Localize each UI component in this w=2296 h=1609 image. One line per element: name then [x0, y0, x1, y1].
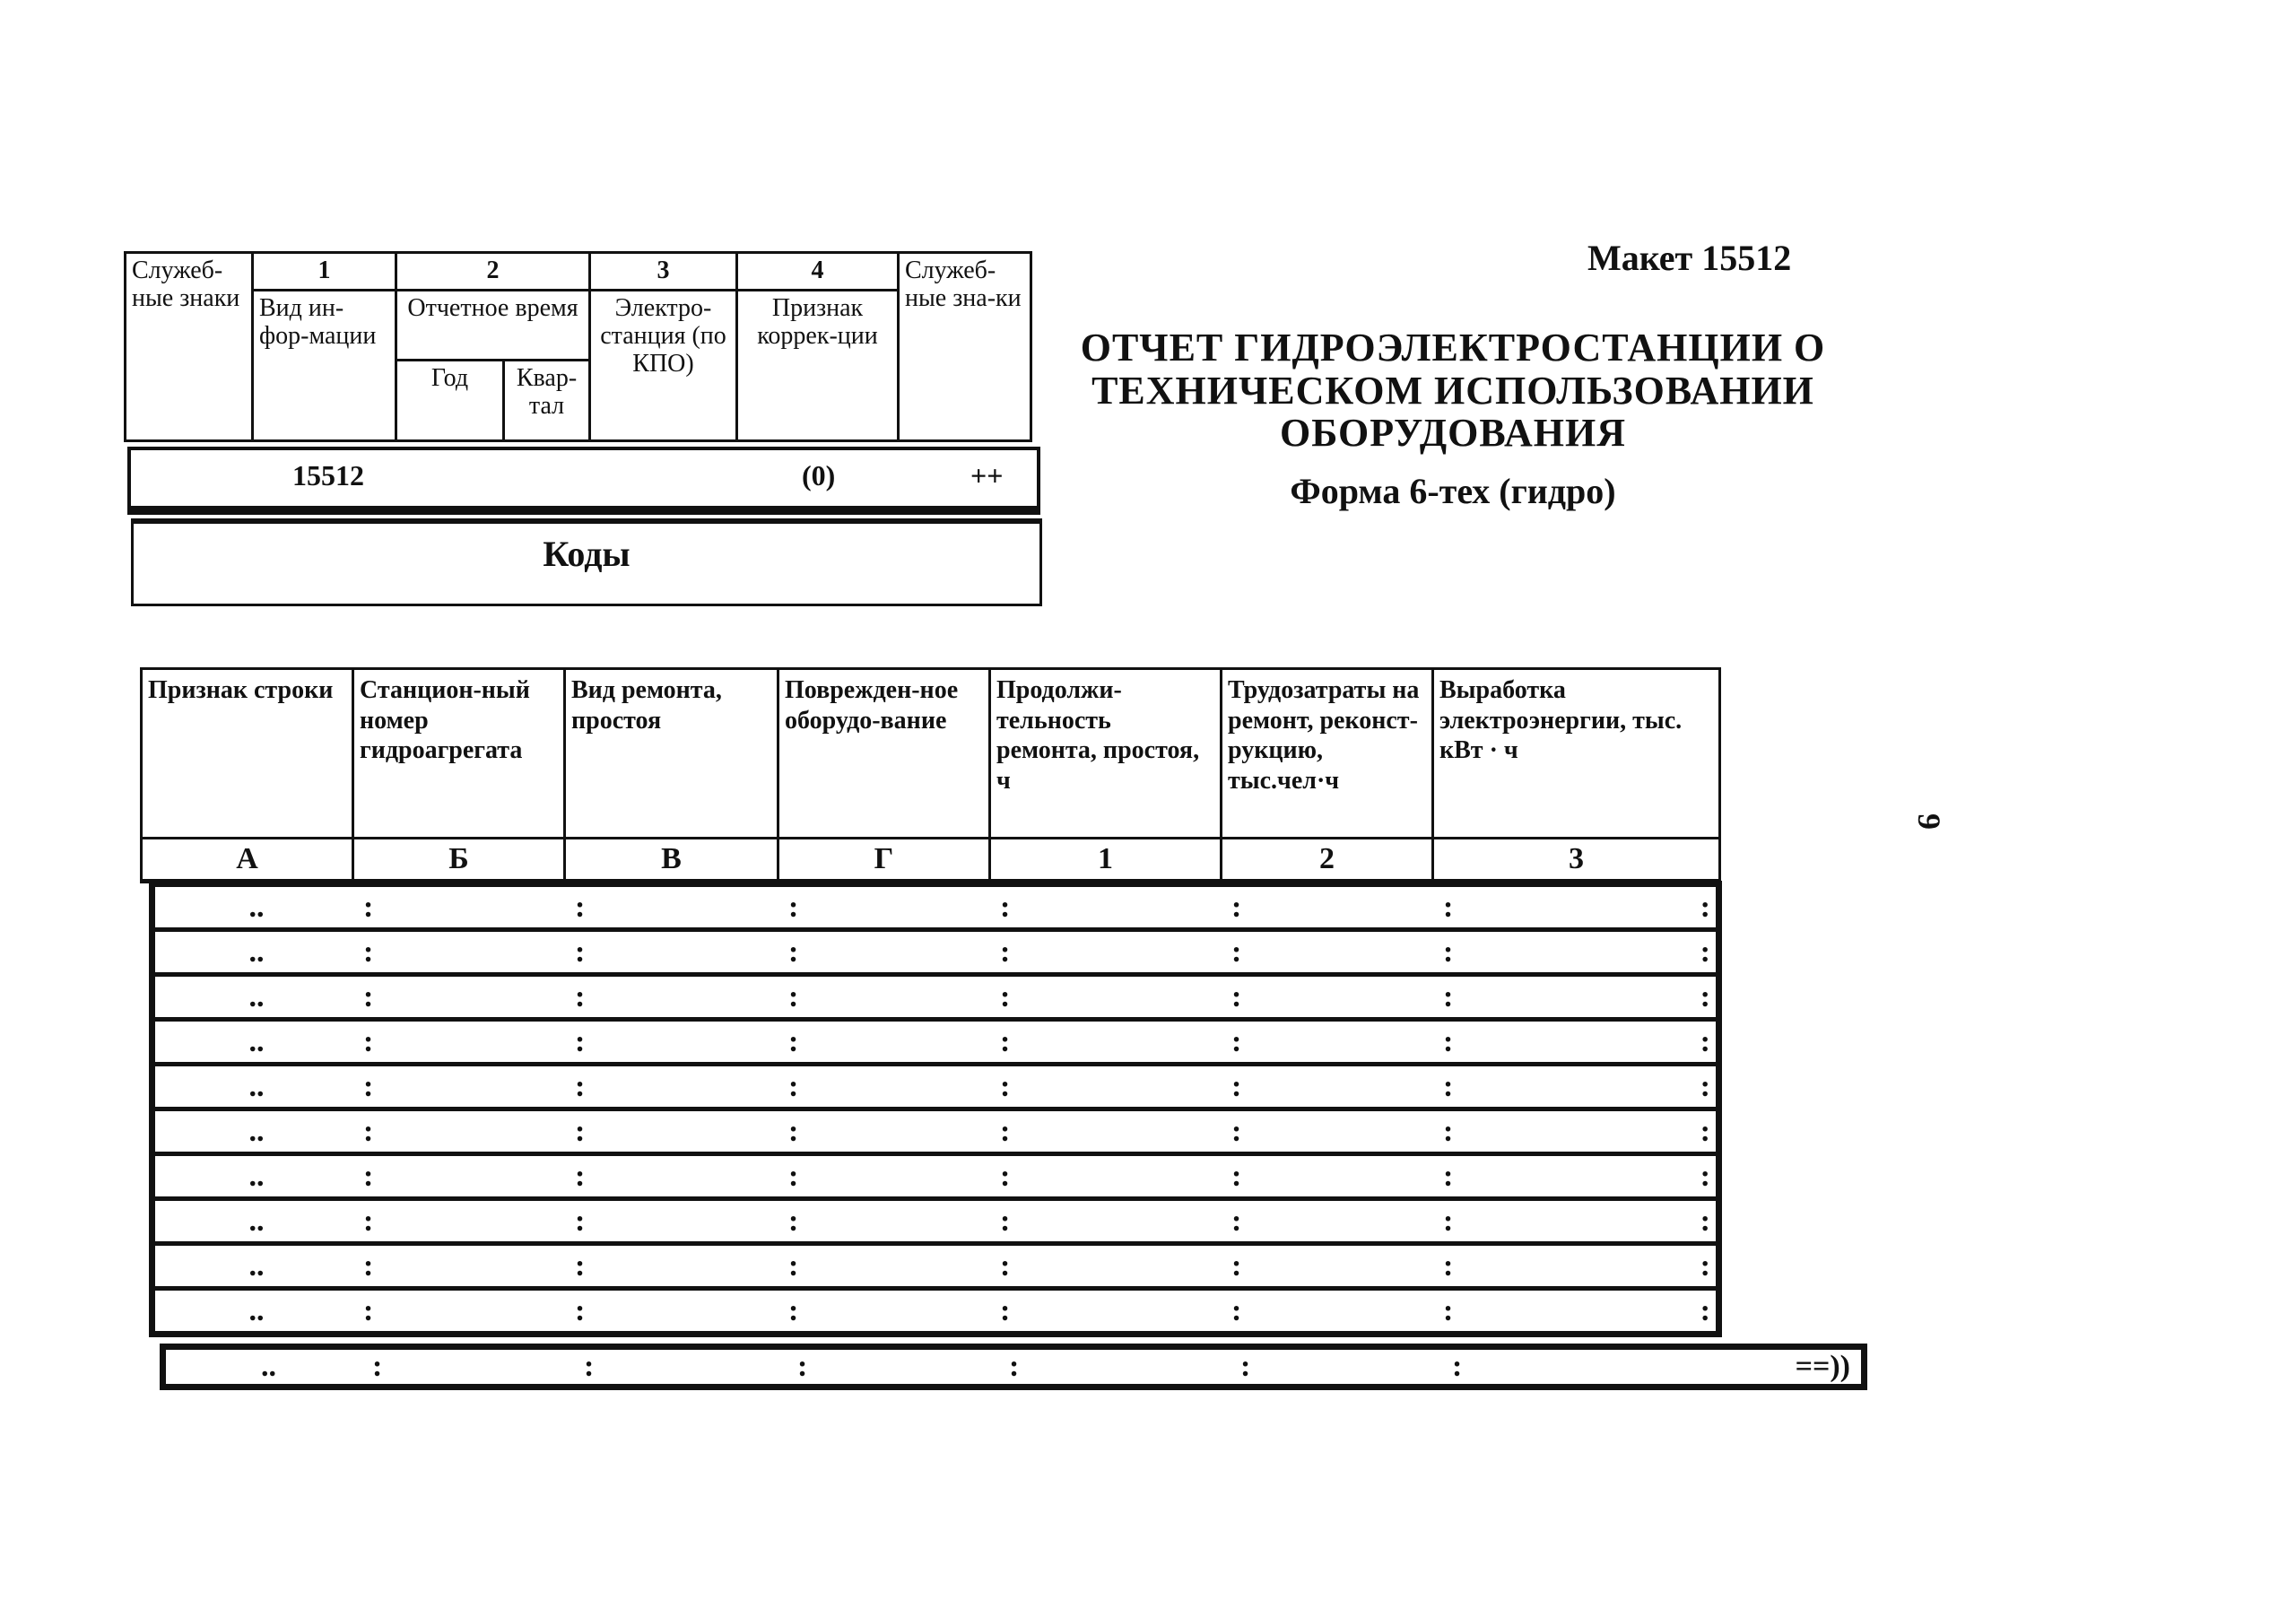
col-code-g: Г — [778, 839, 990, 882]
service-marks-right: Служеб-ные зна-ки — [899, 253, 1031, 441]
cell-separator: : — [995, 1065, 1226, 1109]
col-header-a: Признак строки — [142, 669, 353, 839]
cell-separator: : — [570, 1109, 783, 1154]
cell-separator: : — [1226, 1109, 1438, 1154]
record-terminator: ==)) — [1795, 1350, 1850, 1383]
row-end-separator: : — [1700, 1204, 1710, 1238]
cell-separator: : — [358, 1199, 570, 1244]
row-marker: .. — [155, 1020, 358, 1065]
year-label: Год — [396, 361, 504, 441]
cell-separator: : — [570, 1244, 783, 1289]
col-code-a: А — [142, 839, 353, 882]
row-marker: .. — [155, 1154, 358, 1199]
main-table-header — [140, 667, 1721, 883]
data-row — [155, 1109, 1716, 1154]
info-type-value: 15512 — [292, 459, 364, 491]
cell-separator: : — [1226, 930, 1438, 975]
row-end-separator: : — [1700, 1114, 1710, 1148]
data-row — [155, 975, 1716, 1020]
cell-separator: : : — [1438, 1244, 1716, 1289]
info-type-label: Вид ин-фор-мации — [253, 291, 396, 441]
col-header-v: Вид ремонта, простоя — [565, 669, 778, 839]
form-name: Форма 6-тех (гидро) — [1290, 471, 1616, 511]
row-marker: .. — [155, 1065, 358, 1109]
power-station-label: Электро-станция (по КПО) — [590, 291, 737, 441]
cell-separator: : — [358, 975, 570, 1020]
codes-label: Коды — [131, 518, 1042, 606]
col-header-g: Поврежден-ное оборудо-вание — [778, 669, 990, 839]
cell-separator: : — [570, 1154, 783, 1199]
cell-separator: : — [1231, 1293, 1242, 1327]
cell-separator: : — [1226, 1154, 1438, 1199]
cell-separator: : — [995, 930, 1226, 975]
cell-separator: : : — [1438, 1020, 1716, 1065]
row-end-separator: : — [1700, 979, 1710, 1013]
cell-separator: : — [783, 1199, 995, 1244]
document-title: ОТЧЕТ ГИДРОЭЛЕКТРОСТАНЦИИ О ТЕХНИЧЕСКОМ ИСПОЛЬЗОВАНИИ ОБОРУДОВАНИЯ — [1080, 326, 1826, 456]
row-marker: .. — [155, 1244, 358, 1289]
row-end-separator: : — [1700, 1024, 1710, 1058]
cell-separator: : — [1000, 1293, 1011, 1327]
row-end-separator: : — [1700, 935, 1710, 969]
cell-separator: : : — [1438, 887, 1716, 930]
cell-separator: : — [1226, 887, 1438, 930]
cell-separator: : — [995, 1244, 1226, 1289]
row-end-separator: : — [1700, 1069, 1710, 1103]
data-row — [155, 1199, 1716, 1244]
row-marker: .. — [155, 975, 358, 1020]
cell-separator: : : — [1438, 1154, 1716, 1199]
cell-separator: : — [570, 1065, 783, 1109]
data-row — [155, 1065, 1716, 1109]
row-end-separator: : — [1700, 890, 1710, 924]
header-values-row — [127, 447, 1040, 515]
data-row — [155, 1020, 1716, 1065]
cell-separator: : — [358, 887, 570, 930]
correction-value: (0) — [802, 459, 836, 491]
col-number-2: 2 — [396, 253, 590, 291]
header-code-table — [124, 251, 1032, 442]
cell-separator: : — [1226, 1199, 1438, 1244]
maket-number: Макет 15512 — [1587, 238, 1792, 278]
cell-separator: : : — [1438, 1109, 1716, 1154]
row-marker: .. — [155, 887, 358, 930]
data-row-last — [160, 1344, 1867, 1390]
col-header-2: Трудозатраты на ремонт, реконст-рукцию, тыс.чел·ч — [1222, 669, 1433, 839]
row-end-separator: : — [1700, 1248, 1710, 1283]
cell-separator: : — [995, 1020, 1226, 1065]
row-end-separator: : — [1700, 1159, 1710, 1193]
row-end-separator: : — [1700, 1293, 1710, 1327]
cell-separator: : — [783, 887, 995, 930]
cell-separator: : — [1240, 1350, 1251, 1383]
cell-separator: : : — [1438, 975, 1716, 1020]
row-marker: .. — [261, 1350, 276, 1383]
cell-separator: : — [570, 1199, 783, 1244]
data-row — [155, 1244, 1716, 1289]
row-marker: .. — [155, 1199, 358, 1244]
cell-separator: : — [570, 975, 783, 1020]
data-row — [155, 930, 1716, 975]
service-marks-value: ++ — [970, 459, 1004, 491]
cell-separator: : — [1226, 975, 1438, 1020]
cell-separator: : : — [1443, 1293, 1710, 1327]
cell-separator: : — [358, 1154, 570, 1199]
col-number-1: 1 — [253, 253, 396, 291]
cell-separator: : — [584, 1350, 595, 1383]
cell-separator: : — [358, 1065, 570, 1109]
cell-separator: : — [575, 1293, 586, 1327]
cell-separator: : — [995, 1154, 1226, 1199]
cell-separator: : — [797, 1350, 808, 1383]
cell-separator: : — [363, 1293, 374, 1327]
cell-separator: : — [995, 1199, 1226, 1244]
col-number-3: 3 — [590, 253, 737, 291]
data-row — [155, 887, 1716, 930]
cell-separator: : — [783, 1244, 995, 1289]
service-marks-left: Служеб-ные знаки — [126, 253, 253, 441]
col-header-1: Продолжи-тельность ремонта, простоя, ч — [990, 669, 1222, 839]
cell-separator: : — [1226, 1065, 1438, 1109]
cell-separator: : — [1452, 1350, 1463, 1383]
cell-separator: : — [783, 1020, 995, 1065]
cell-separator: : — [1009, 1350, 1020, 1383]
row-marker: .. — [155, 1109, 358, 1154]
row-marker: .. — [248, 1293, 265, 1327]
col-header-b: Станцион-ный номер гидроагрегата — [353, 669, 565, 839]
cell-separator: : — [783, 1065, 995, 1109]
cell-separator: : — [1226, 1020, 1438, 1065]
correction-flag-label: Признак коррек-ции — [737, 291, 899, 441]
cell-separator: : — [570, 1020, 783, 1065]
col-number-4: 4 — [737, 253, 899, 291]
page-number: 9 — [1911, 813, 1947, 830]
cell-separator: : — [783, 1154, 995, 1199]
cell-separator: : — [358, 1109, 570, 1154]
col-code-2: 2 — [1222, 839, 1433, 882]
cell-separator: : : — [1438, 930, 1716, 975]
cell-separator: : — [783, 930, 995, 975]
cell-separator: : — [372, 1350, 383, 1383]
cell-separator: : — [995, 887, 1226, 930]
col-code-v: В — [565, 839, 778, 882]
cell-separator: : — [788, 1293, 799, 1327]
cell-separator: : — [570, 887, 783, 930]
cell-separator: : : — [1438, 1065, 1716, 1109]
col-code-3: 3 — [1433, 839, 1720, 882]
data-rows-grid — [149, 881, 1722, 1337]
cell-separator: : — [995, 975, 1226, 1020]
cell-separator: : — [783, 975, 995, 1020]
data-row — [155, 1154, 1716, 1199]
col-code-b: Б — [353, 839, 565, 882]
cell-separator: : — [358, 1244, 570, 1289]
col-header-3: Выработка электроэнергии, тыс. кВт · ч — [1433, 669, 1720, 839]
cell-separator: : — [995, 1109, 1226, 1154]
data-row — [155, 1289, 1716, 1332]
reporting-time-label: Отчетное время — [396, 291, 590, 361]
cell-separator: : — [358, 1020, 570, 1065]
cell-separator: : — [570, 930, 783, 975]
cell-separator: : — [1226, 1244, 1438, 1289]
cell-separator: : — [783, 1109, 995, 1154]
row-marker: .. — [155, 930, 358, 975]
cell-separator: : — [358, 930, 570, 975]
col-code-1: 1 — [990, 839, 1222, 882]
cell-separator: : : — [1438, 1199, 1716, 1244]
quarter-label: Квар-тал — [504, 361, 590, 441]
